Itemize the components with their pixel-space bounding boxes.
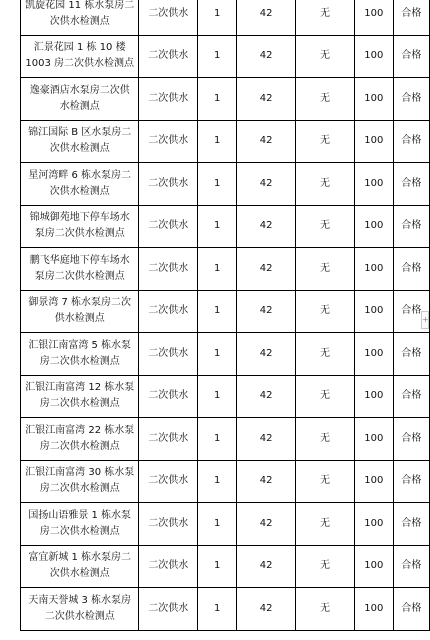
exceed-items-cell: 无 [296, 35, 355, 78]
result-cell: 合格 [393, 120, 429, 163]
exceed-items-cell: 无 [296, 545, 355, 588]
site-name-cell: 汇银江南富湾 22 栋水泵房二次供水检测点 [21, 418, 139, 461]
sample-count-cell: 1 [198, 35, 237, 78]
site-name-cell: 汇银江南富湾 5 栋水泵房二次供水检测点 [21, 333, 139, 376]
test-item-count-cell: 42 [237, 78, 296, 121]
site-name-cell: 凯旋花园 11 栋水泵房二次供水检测点 [21, 0, 139, 35]
supply-type-cell: 二次供水 [139, 333, 198, 376]
test-item-count-cell: 42 [237, 333, 296, 376]
sample-count-cell: 1 [198, 588, 237, 631]
exceed-items-cell: 无 [296, 0, 355, 35]
result-cell: 合格 [393, 503, 429, 546]
result-cell: 合格 [393, 588, 429, 631]
site-name-cell: 鹏飞华庭地下停车场水泵房二次供水检测点 [21, 248, 139, 291]
supply-type-cell: 二次供水 [139, 460, 198, 503]
supply-type-cell: 二次供水 [139, 120, 198, 163]
test-item-count-cell: 42 [237, 418, 296, 461]
supply-type-cell: 二次供水 [139, 35, 198, 78]
table-row [21, 333, 430, 376]
table-row [21, 545, 430, 588]
sample-count-cell: 1 [198, 205, 237, 248]
sample-count-cell: 1 [198, 503, 237, 546]
pass-rate-cell: 100 [354, 205, 393, 248]
test-item-count-cell: 42 [237, 545, 296, 588]
table-row [21, 418, 430, 461]
table-row [21, 375, 430, 418]
site-name-cell: 天南天誉城 3 栋水泵房二次供水检测点 [21, 588, 139, 631]
table-row [21, 290, 430, 333]
site-name-cell: 富宜新城 1 栋水泵房二次供水检测点 [21, 545, 139, 588]
test-item-count-cell: 42 [237, 120, 296, 163]
test-item-count-cell: 42 [237, 503, 296, 546]
test-item-count-cell: 42 [237, 205, 296, 248]
table-row [21, 588, 430, 631]
sample-count-cell: 1 [198, 0, 237, 35]
site-name-cell: 汇景花园 1 栋 10 楼 1003 房二次供水检测点 [21, 35, 139, 78]
table-row [21, 205, 430, 248]
site-name-cell: 逸豪酒店水泵房二次供水检测点 [21, 78, 139, 121]
sample-count-cell: 1 [198, 120, 237, 163]
exceed-items-cell: 无 [296, 418, 355, 461]
pass-rate-cell: 100 [354, 588, 393, 631]
site-name-cell: 星河湾畔 6 栋水泵房二次供水检测点 [21, 163, 139, 206]
pass-rate-cell: 100 [354, 375, 393, 418]
result-cell: 合格 [393, 35, 429, 78]
supply-type-cell: 二次供水 [139, 248, 198, 291]
inspection-table-body [21, 0, 430, 630]
inspection-table [20, 0, 430, 631]
sample-count-cell: 1 [198, 545, 237, 588]
sample-count-cell: 1 [198, 248, 237, 291]
table-row [21, 503, 430, 546]
test-item-count-cell: 42 [237, 35, 296, 78]
pass-rate-cell: 100 [354, 163, 393, 206]
result-cell: 合格 [393, 290, 429, 333]
exceed-items-cell: 无 [296, 290, 355, 333]
supply-type-cell: 二次供水 [139, 588, 198, 631]
result-cell: 合格 [393, 418, 429, 461]
table-row [21, 78, 430, 121]
site-name-cell: 汇银江南富湾 30 栋水泵房二次供水检测点 [21, 460, 139, 503]
table-row [21, 0, 430, 35]
exceed-items-cell: 无 [296, 248, 355, 291]
supply-type-cell: 二次供水 [139, 205, 198, 248]
supply-type-cell: 二次供水 [139, 503, 198, 546]
supply-type-cell: 二次供水 [139, 290, 198, 333]
supply-type-cell: 二次供水 [139, 545, 198, 588]
result-cell: 合格 [393, 333, 429, 376]
pass-rate-cell: 100 [354, 0, 393, 35]
test-item-count-cell: 42 [237, 460, 296, 503]
sample-count-cell: 1 [198, 418, 237, 461]
pass-rate-cell: 100 [354, 248, 393, 291]
result-cell: 合格 [393, 545, 429, 588]
exceed-items-cell: 无 [296, 120, 355, 163]
exceed-items-cell: 无 [296, 588, 355, 631]
test-item-count-cell: 42 [237, 588, 296, 631]
sample-count-cell: 1 [198, 78, 237, 121]
test-item-count-cell: 42 [237, 375, 296, 418]
exceed-items-cell: 无 [296, 163, 355, 206]
pass-rate-cell: 100 [354, 460, 393, 503]
side-scroll-handle-icon[interactable]: + [421, 311, 429, 329]
exceed-items-cell: 无 [296, 503, 355, 546]
pass-rate-cell: 100 [354, 120, 393, 163]
test-item-count-cell: 42 [237, 0, 296, 35]
table-row [21, 35, 430, 78]
supply-type-cell: 二次供水 [139, 418, 198, 461]
test-item-count-cell: 42 [237, 290, 296, 333]
site-name-cell: 汇银江南富湾 12 栋水泵房二次供水检测点 [21, 375, 139, 418]
table-row [21, 163, 430, 206]
supply-type-cell: 二次供水 [139, 78, 198, 121]
site-name-cell: 国扬山语雅景 1 栋水泵房二次供水检测点 [21, 503, 139, 546]
result-cell: 合格 [393, 78, 429, 121]
test-item-count-cell: 42 [237, 248, 296, 291]
site-name-cell: 锦江国际 B 区水泵房二次供水检测点 [21, 120, 139, 163]
sample-count-cell: 1 [198, 460, 237, 503]
table-row [21, 248, 430, 291]
supply-type-cell: 二次供水 [139, 163, 198, 206]
exceed-items-cell: 无 [296, 375, 355, 418]
exceed-items-cell: 无 [296, 205, 355, 248]
result-cell: 合格 [393, 0, 429, 35]
pass-rate-cell: 100 [354, 503, 393, 546]
test-item-count-cell: 42 [237, 163, 296, 206]
table-row [21, 120, 430, 163]
result-cell: 合格 [393, 205, 429, 248]
exceed-items-cell: 无 [296, 78, 355, 121]
table-row [21, 460, 430, 503]
exceed-items-cell: 无 [296, 333, 355, 376]
pass-rate-cell: 100 [354, 290, 393, 333]
sample-count-cell: 1 [198, 163, 237, 206]
sample-count-cell: 1 [198, 333, 237, 376]
pass-rate-cell: 100 [354, 78, 393, 121]
pass-rate-cell: 100 [354, 545, 393, 588]
exceed-items-cell: 无 [296, 460, 355, 503]
sample-count-cell: 1 [198, 290, 237, 333]
sample-count-cell: 1 [198, 375, 237, 418]
supply-type-cell: 二次供水 [139, 0, 198, 35]
site-name-cell: 锦城御苑地下停车场水泵房二次供水检测点 [21, 205, 139, 248]
result-cell: 合格 [393, 163, 429, 206]
result-cell: 合格 [393, 375, 429, 418]
pass-rate-cell: 100 [354, 35, 393, 78]
result-cell: 合格 [393, 460, 429, 503]
supply-type-cell: 二次供水 [139, 375, 198, 418]
pass-rate-cell: 100 [354, 418, 393, 461]
pass-rate-cell: 100 [354, 333, 393, 376]
result-cell: 合格 [393, 248, 429, 291]
site-name-cell: 御景湾 7 栋水泵房二次供水检测点 [21, 290, 139, 333]
